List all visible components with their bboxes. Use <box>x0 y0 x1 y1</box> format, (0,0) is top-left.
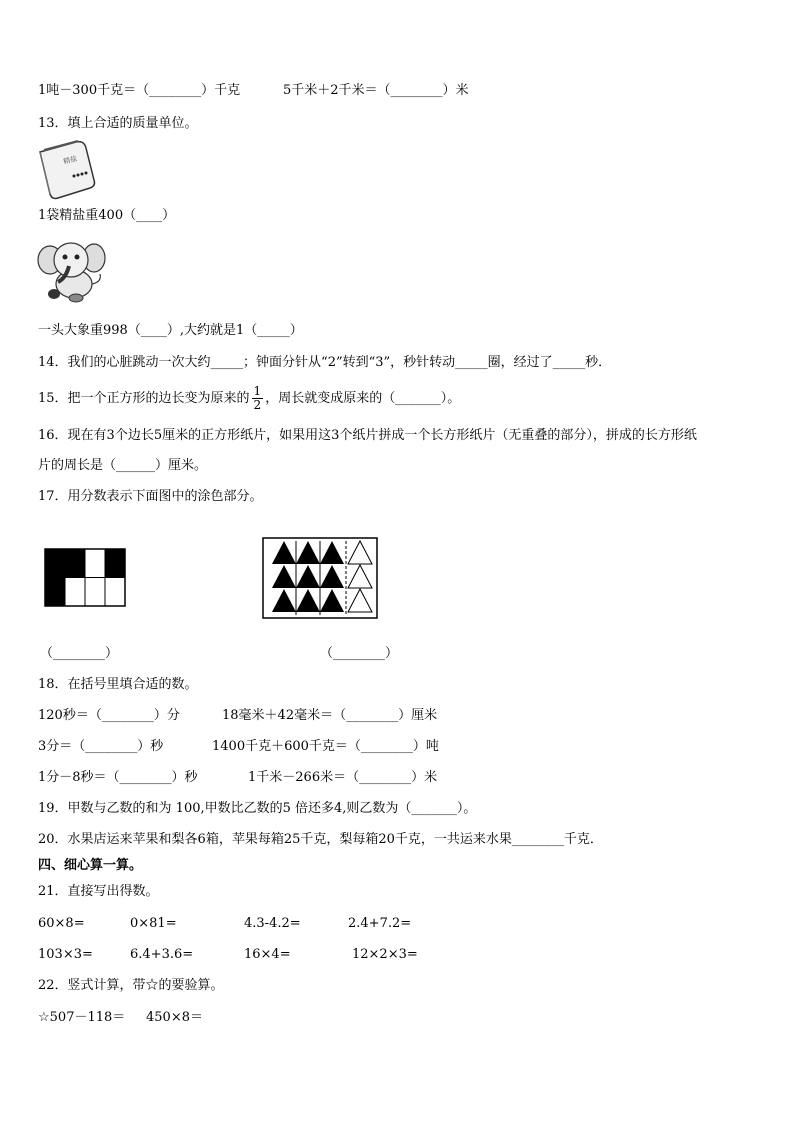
vertical-calc-2: 450×8＝ <box>146 1010 203 1025</box>
fraction-numerator: 1 <box>253 384 262 398</box>
elephant-image <box>36 238 106 304</box>
q18-row3-a: 1分－8秒＝（________）秒 <box>38 770 198 785</box>
conversion-km: 5千米＋2千米＝（________）米 <box>283 83 469 98</box>
salt-bag-image <box>36 140 98 200</box>
calc-7: 16×4= <box>244 947 291 962</box>
question-21: 21．直接写出得数。 <box>38 884 159 899</box>
question-20: 20．水果店运来苹果和梨各6箱，苹果每箱25千克，梨每箱20千克，一共运来水果________千克． <box>38 832 603 847</box>
q18-row2-b: 1400千克＋600千克＝（________）吨 <box>212 739 439 754</box>
elephant-question: 一头大象重998（____）,大约就是1（_____） <box>38 323 303 338</box>
calc-3: 4.3-4.2= <box>244 916 301 931</box>
question-16-line2: 片的周长是（______）厘米。 <box>38 458 208 473</box>
question-15 <box>38 384 460 414</box>
answer-blank-2[interactable]: （________） <box>320 646 399 661</box>
fraction-one-half <box>252 385 264 412</box>
question-22: 22．竖式计算，带☆的要验算。 <box>38 978 224 993</box>
question-19: 19．甲数与乙数的和为 100,甲数比乙数的5 倍还多4,则乙数为（_______）。 <box>38 801 477 816</box>
calc-6: 6.4+3.6= <box>130 947 194 962</box>
vertical-calc-1: ☆507－118＝ <box>38 1010 126 1025</box>
question-18: 18．在括号里填合适的数。 <box>38 677 198 692</box>
salt-question: 1袋精盐重400（____） <box>38 208 176 223</box>
section-4-heading: 四、细心算一算。 <box>38 858 143 873</box>
shaded-grid-figure <box>44 548 126 608</box>
answer-blank-1[interactable]: （________） <box>40 646 119 661</box>
svg-text:精盐: 精盐 <box>62 154 79 166</box>
question-15-tail: ，周长就变成原来的（_______）。 <box>265 391 461 406</box>
q18-row3-b: 1千米－266米＝（________）米 <box>248 770 438 785</box>
conversion-ton: 1吨－300千克＝（________）千克 <box>38 83 241 98</box>
q18-row1-b: 18毫米＋42毫米＝（________）厘米 <box>222 708 438 723</box>
question-13: 13．填上合适的质量单位。 <box>38 116 198 131</box>
shaded-triangles-figure <box>262 537 378 619</box>
calc-8: 12×2×3= <box>352 947 418 962</box>
calc-5: 103×3= <box>38 947 93 962</box>
q18-row1-a: 120秒＝（________）分 <box>38 708 180 723</box>
fraction-denominator: 2 <box>253 398 262 412</box>
calc-2: 0×81= <box>130 916 177 931</box>
question-17: 17．用分数表示下面图中的涂色部分。 <box>38 489 263 504</box>
calc-1: 60×8= <box>38 916 85 931</box>
question-15-text: 15．把一个正方形的边长变为原来的 <box>38 391 250 406</box>
question-16-line1: 16．现在有3个边长5厘米的正方形纸片，如果用这3个纸片拼成一个长方形纸片（无重叠的部分），拼成的长方形纸 <box>38 428 697 443</box>
q18-row2-a: 3分＝（________）秒 <box>38 739 164 754</box>
calc-4: 2.4+7.2= <box>348 916 412 931</box>
question-14: 14．我们的心脏跳动一次大约_____；钟面分针从“2”转到“3”，秒针转动_____圈，经过了_____秒． <box>38 355 612 370</box>
